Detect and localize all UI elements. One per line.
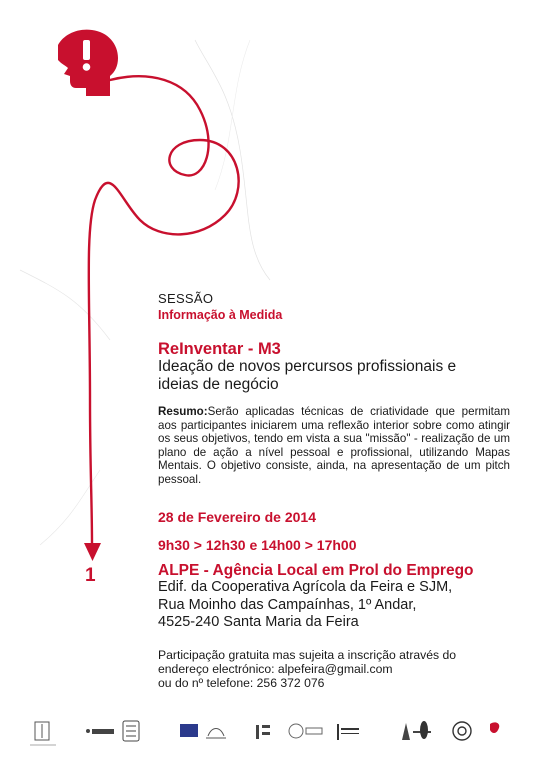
event-subtitle-line: ideias de negócio <box>158 376 279 393</box>
marker-number: 1 <box>85 565 96 586</box>
head-exclamation-icon <box>58 30 118 96</box>
summary-text: Serão aplicadas técnicas de criatividade que permitam aos participantes iniciarem uma reflexão interior sobre como atingir os seus objetivos, tendo em vista a sua "missão" - realização de um plano de ação a nível pessoal e profissional, utilizando Mapas Mentais. O objetivo consiste, ainda, na apresentação de um pitch pessoal. <box>158 405 510 486</box>
contact-line: Participação gratuita mas sujeita a inscrição através do <box>158 648 457 662</box>
partner-logos-graphic <box>30 718 520 750</box>
contact-line: endereço electrónico: alpefeira@gmail.com <box>158 662 393 676</box>
event-title: ReInventar - M3 <box>158 340 281 358</box>
summary-label: Resumo: <box>158 405 208 418</box>
address-line: Edif. da Cooperativa Agrícola da Feira e SJM, <box>158 579 453 595</box>
contact-line: ou do nº telefone: 256 372 076 <box>158 676 325 690</box>
arrow-down-icon <box>84 543 101 561</box>
venue-name: ALPE - Agência Local em Prol do Emprego <box>158 562 474 579</box>
session-series: Informação à Medida <box>158 308 283 322</box>
address-line: 4525-240 Santa Maria da Feira <box>158 614 359 630</box>
event-subtitle <box>158 358 523 394</box>
event-subtitle-line: Ideação de novos percursos profissionais e <box>158 358 457 375</box>
partner-logos <box>30 718 520 750</box>
event-date: 28 de Fevereiro de 2014 <box>158 509 316 525</box>
contact-info <box>158 648 508 690</box>
event-time: 9h30 > 12h30 e 14h00 > 17h00 <box>158 537 357 553</box>
address-line: Rua Moinho das Campaínhas, 1º Andar, <box>158 596 417 613</box>
session-label: SESSÃO <box>158 291 214 306</box>
event-summary <box>158 405 510 487</box>
venue-address <box>158 579 508 632</box>
